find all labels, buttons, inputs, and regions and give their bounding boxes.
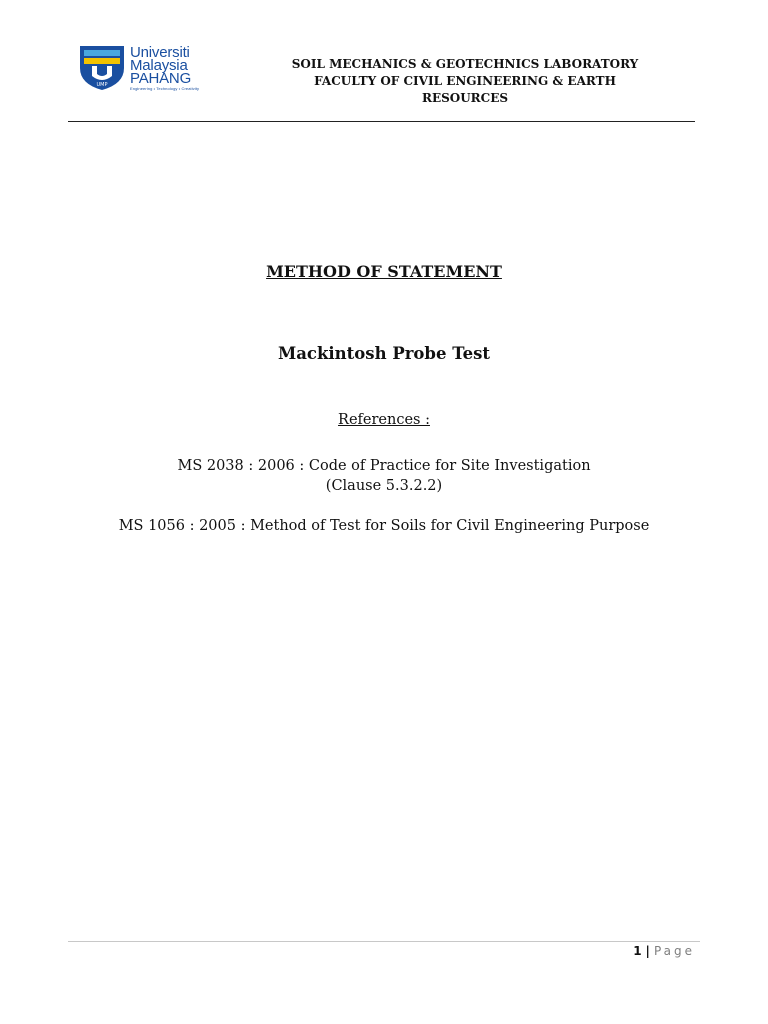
page-separator: | <box>645 944 650 958</box>
reference-item-1: MS 2038 : 2006 : Code of Practice for Site Investigation <box>177 458 591 474</box>
logo-line-2: Malaysia <box>130 57 188 74</box>
page-number: 1 <box>633 944 642 958</box>
references-heading: References : <box>338 412 430 428</box>
header-faculty-line: FACULTY OF CIVIL ENGINEERING & EARTH RESOURCES <box>314 74 616 105</box>
reference-item-1-clause: (Clause 5.3.2.2) <box>325 478 443 494</box>
header-divider <box>68 121 695 122</box>
svg-text:UMP: UMP <box>96 82 108 88</box>
page-label: Page <box>653 944 695 958</box>
header-lab-title <box>270 56 660 107</box>
page-footer <box>633 944 695 958</box>
reference-item-2: MS 1056 : 2005 : Method of Test for Soils for Civil Engineering Purpose <box>118 518 650 534</box>
logo-tagline: Engineering • Technology • Creativity <box>130 86 200 91</box>
document-title: METHOD OF STATEMENT <box>266 262 502 281</box>
university-logo <box>78 44 228 92</box>
logo-line-1: Universiti <box>130 44 190 61</box>
header-lab-line-1: SOIL MECHANICS & GEOTECHNICS LABORATORY <box>291 57 639 71</box>
document-subtitle: Mackintosh Probe Test <box>277 344 491 363</box>
shield-icon <box>78 44 128 92</box>
footer-divider <box>68 941 700 942</box>
logo-line-3: PAHANG <box>130 70 192 87</box>
logo-wordmark <box>130 46 199 92</box>
